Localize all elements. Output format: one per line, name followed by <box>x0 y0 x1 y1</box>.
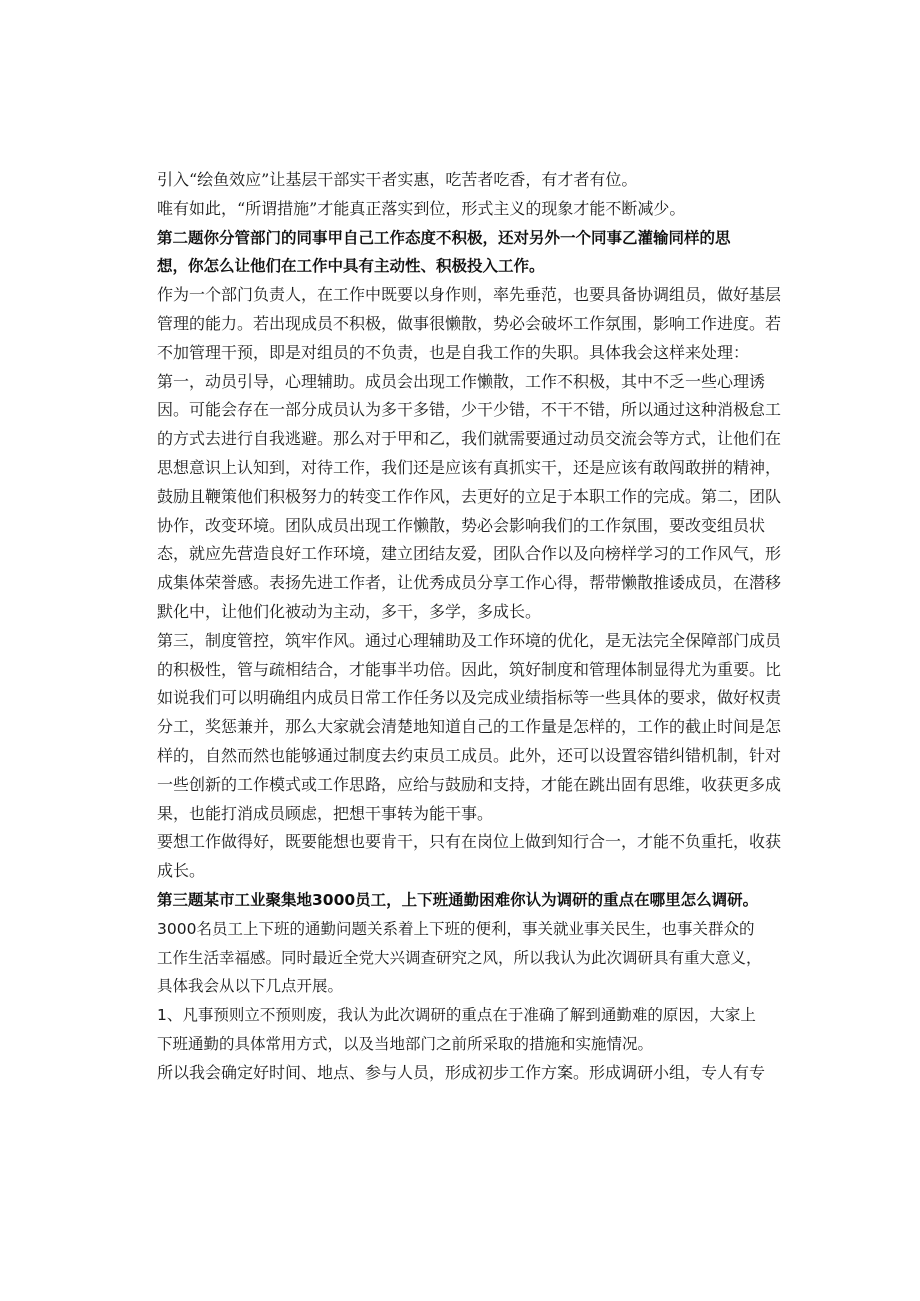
text-line: 一些创新的工作模式或工作思路，应给与鼓励和支持，才能在跳出固有思维，收获更多成 <box>157 774 782 794</box>
text-line: 如说我们可以明确组内成员日常工作任务以及完成业绩指标等一些具体的要求，做好权责 <box>157 688 782 708</box>
question-heading: 第二题你分管部门的同事甲自己工作态度不积极，还对另外一个同事乙灌输同样的思 <box>157 228 731 247</box>
text-line: 工作生活幸福感。同时最近全党大兴调查研究之风，所以我认为此次调研具有重大意义， <box>157 948 762 967</box>
text-line: 态，就应先营造良好工作环境，建立团结友爱，团队合作以及向榜样学习的工作风气，形 <box>157 544 782 564</box>
text-line: 鼓励且鞭策他们积极努力的转变工作作风，去更好的立足于本职工作的完成。第二，团队 <box>157 486 782 506</box>
text-line: 思想意识上认知到，对待工作，我们还是应该有真抓实干，还是应该有敢闯敢拼的精神， <box>157 457 782 477</box>
text-line: 分工，奖惩兼并，那么大家就会清楚地知道自己的工作量是怎样的，工作的截止时间是怎 <box>157 717 782 737</box>
document-page <box>157 166 782 1088</box>
text-line: 3000名员工上下班的通勤问题关系着上下班的便利，事关就业事关民生，也事关群众的 <box>157 919 755 938</box>
text-line: 第一，动员引导，心理辅助。成员会出现工作懒散，工作不积极，其中不乏一些心理诱 <box>157 371 766 391</box>
text-line: 果，也能打消成员顾虑，把想干事转为能干事。 <box>157 803 494 823</box>
text-line: 因。可能会存在一部分成员认为多干多错，少干少错，不干不错，所以通过这种消极怠工 <box>157 400 782 420</box>
text-line: 要想工作做得好，既要能想也要肯干，只有在岗位上做到知行合一，才能不负重托，收获 <box>157 832 782 852</box>
question-heading: 第三题某市工业聚集地3000员工，上下班通勤困难你认为调研的重点在哪里怎么调研。 <box>157 890 759 909</box>
text-line: 管理的能力。若出现成员不积极，做事很懒散，势必会破坏工作氛围，影响工作进度。若 <box>157 313 782 333</box>
question-heading: 想，你怎么让他们在工作中具有主动性、积极投入工作。 <box>157 257 545 276</box>
text-line: 样的，自然而然也能够通过制度去约束员工成员。此外，还可以设置容错纠错机制，针对 <box>157 745 782 765</box>
text-line: 默化中，让他们化被动为主动，多干，多学，多成长。 <box>157 601 542 621</box>
text-line: 具体我会从以下几点开展。 <box>157 977 344 996</box>
text-line: 所以我会确定好时间、地点、参与人员，形成初步工作方案。形成调研小组，专人有专 <box>157 1062 766 1082</box>
text-line: 下班通勤的具体常用方式，以及当地部门之前所采取的措施和实施情况。 <box>157 1034 654 1053</box>
text-line: 成集体荣誉感。表扬先进工作者，让优秀成员分享工作心得，帮带懒散推诿成员，在潜移 <box>157 573 782 593</box>
text-line: 的积极性，管与疏相结合，才能事半功倍。因此，筑好制度和管理体制显得尤为重要。比 <box>157 659 782 679</box>
text-line: 协作，改变环境。团队成员出现工作懒散，势必会影响我们的工作氛围，要改变组员状 <box>157 515 766 535</box>
text-line: 的方式去进行自我逃避。那么对于甲和乙，我们就需要通过动员交流会等方式，让他们在 <box>157 429 782 449</box>
text-line: 第三，制度管控，筑牢作风。通过心理辅助及工作环境的优化，是无法完全保障部门成员 <box>157 630 782 650</box>
text-line: 成长。 <box>157 861 206 881</box>
text-line: 引入“绘鱼效应”让基层干部实干者实惠，吃苦者吃香，有才者有位。 <box>157 170 638 189</box>
text-line: 作为一个部门负责人，在工作中既要以身作则，率先垂范，也要具备协调组员，做好基层 <box>157 285 782 305</box>
text-line: 1、凡事预则立不预则废，我认为此次调研的重点在于准确了解到通勤难的原因，大家上 <box>157 1006 756 1025</box>
text-line: 唯有如此，“所谓措施”才能真正落实到位，形式主义的现象才能不断减少。 <box>157 198 686 218</box>
text-line: 不加管理干预，即是对组员的不负责，也是自我工作的失职。具体我会这样来处理： <box>157 342 750 362</box>
